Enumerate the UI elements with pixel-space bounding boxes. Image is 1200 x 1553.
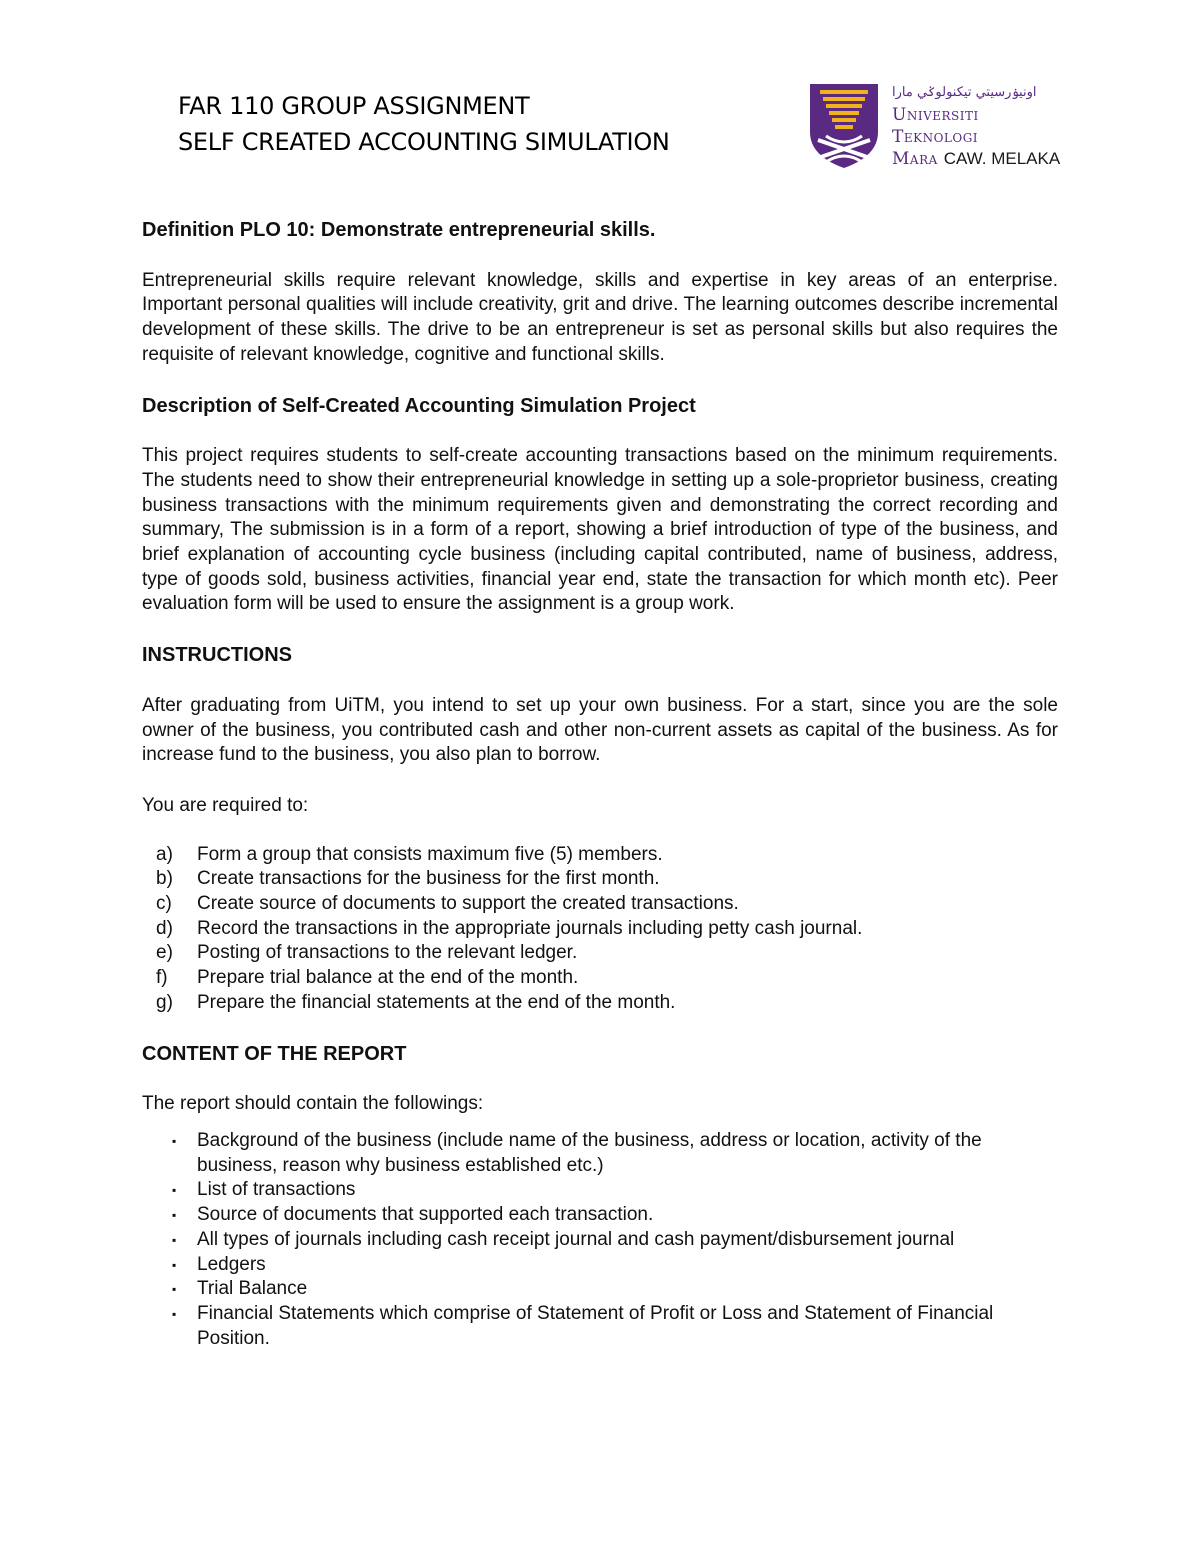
list-marker: g) (156, 991, 173, 1013)
list-marker: f) (156, 967, 168, 989)
required-label: You are required to: (142, 794, 309, 816)
logo-name-line-1: Universiti (892, 105, 979, 125)
definition-heading: Definition PLO 10: Demonstrate entrepreneurial skills. (142, 219, 656, 241)
document-body (142, 218, 1058, 1351)
list-item (142, 1253, 1058, 1278)
list-marker: d) (156, 917, 173, 939)
list-item (142, 1178, 1058, 1203)
instructions-text: After graduating from UiTM, you intend to set up your own business. For a start, since you are the sole owner of the business, you contributed cash and other non-current assets as capital of the business. As for increase fund to the business, you also plan to borrow. (142, 694, 1058, 766)
list-item (142, 867, 1058, 892)
list-marker: e) (156, 942, 173, 964)
bullet-icon: ▪ (172, 1282, 177, 1297)
list-item-text: Create transactions for the business for the first month. (197, 868, 660, 890)
bullet-icon: ▪ (172, 1306, 177, 1321)
bullet-icon: ▪ (172, 1257, 177, 1272)
list-item-text: All types of journals including cash receipt journal and cash payment/disbursement journal (197, 1228, 955, 1250)
report-heading: CONTENT OF THE REPORT (142, 1042, 407, 1065)
logo-wordmark (892, 82, 1060, 170)
logo-name-mara: Mara (892, 149, 938, 169)
list-marker: c) (156, 893, 172, 915)
list-item (142, 917, 1058, 942)
list-item-text: Trial Balance (197, 1278, 308, 1300)
uitm-logo (806, 82, 1116, 174)
logo-campus: CAW. MELAKA (943, 149, 1061, 168)
list-item (142, 941, 1058, 966)
report-intro: The report should contain the followings: (142, 1093, 484, 1115)
description-text: This project requires students to self-create accounting transactions based on the minimum requirements. The students need to show their entrepreneurial knowledge in setting up a sole-proprietor business, creating business transactions with the minimum requirements given and demonstrating the correct recording and summary, The submission is in a form of a report, showing a brief introduction of type of the business, and brief explanation of accounting cycle business (including capital contributed, name of business, address, type of goods sold, business activities, financial year end, state the transaction for which month etc). Peer evaluation form will be used to ensure the assignment is a group work. (142, 445, 1058, 615)
bullet-icon: ▪ (172, 1232, 177, 1247)
list-item (142, 1228, 1058, 1253)
list-item-text: Source of documents that supported each transaction. (197, 1204, 654, 1226)
document-header (178, 88, 670, 160)
list-item (142, 966, 1058, 991)
list-marker: b) (156, 868, 173, 890)
list-item-text: Form a group that consists maximum five (5) members. (197, 843, 663, 865)
list-item-text: Background of the business (include name of the business, address or location, activity of the business, reason why business established etc.) (197, 1129, 982, 1176)
list-item-text: Prepare trial balance at the end of the month. (197, 967, 579, 989)
list-item-text: Posting of transactions to the relevant ledger. (197, 942, 578, 964)
bullet-icon: ▪ (172, 1208, 177, 1223)
list-item (142, 892, 1058, 917)
list-marker: a) (156, 843, 173, 865)
logo-name-line-3 (892, 148, 1060, 170)
instruction-list (142, 843, 1058, 1016)
list-item-text: Prepare the financial statements at the end of the month. (197, 991, 676, 1013)
list-item-text: List of transactions (197, 1179, 356, 1201)
bullet-icon: ▪ (172, 1133, 177, 1148)
list-item (142, 1302, 1058, 1351)
list-item (142, 1203, 1058, 1228)
definition-text: Entrepreneurial skills require relevant knowledge, skills and expertise in key areas of an enterprise. Important personal qualities will include creativity, grit and drive. The learning outcomes describe incremental development of these skills. The drive to be an entrepreneur is set as personal skills but also requires the requisite of relevant knowledge, cognitive and functional skills. (142, 269, 1058, 365)
header-title-line-1: FAR 110 GROUP ASSIGNMENT (178, 92, 530, 120)
list-item-text: Create source of documents to support the created transactions. (197, 893, 739, 915)
uitm-crest-icon (806, 82, 882, 170)
list-item (142, 843, 1058, 868)
logo-jawi-script: اونيۏرسيتي تيكنولوݢي مارا (892, 85, 1037, 100)
report-content-list (142, 1129, 1058, 1351)
header-title-line-2: SELF CREATED ACCOUNTING SIMULATION (178, 128, 670, 156)
list-item (142, 1277, 1058, 1302)
list-item-text: Record the transactions in the appropriate journals including petty cash journal. (197, 917, 863, 939)
list-item (142, 991, 1058, 1016)
instructions-heading: INSTRUCTIONS (142, 644, 292, 667)
list-item-text: Financial Statements which comprise of Statement of Profit or Loss and Statement of Financial Position. (197, 1302, 994, 1349)
list-item (142, 1129, 1058, 1178)
list-item-text: Ledgers (197, 1253, 266, 1275)
logo-name-line-2: Teknologi (892, 127, 979, 147)
bullet-icon: ▪ (172, 1183, 177, 1198)
description-heading: Description of Self-Created Accounting Simulation Project (142, 394, 696, 417)
